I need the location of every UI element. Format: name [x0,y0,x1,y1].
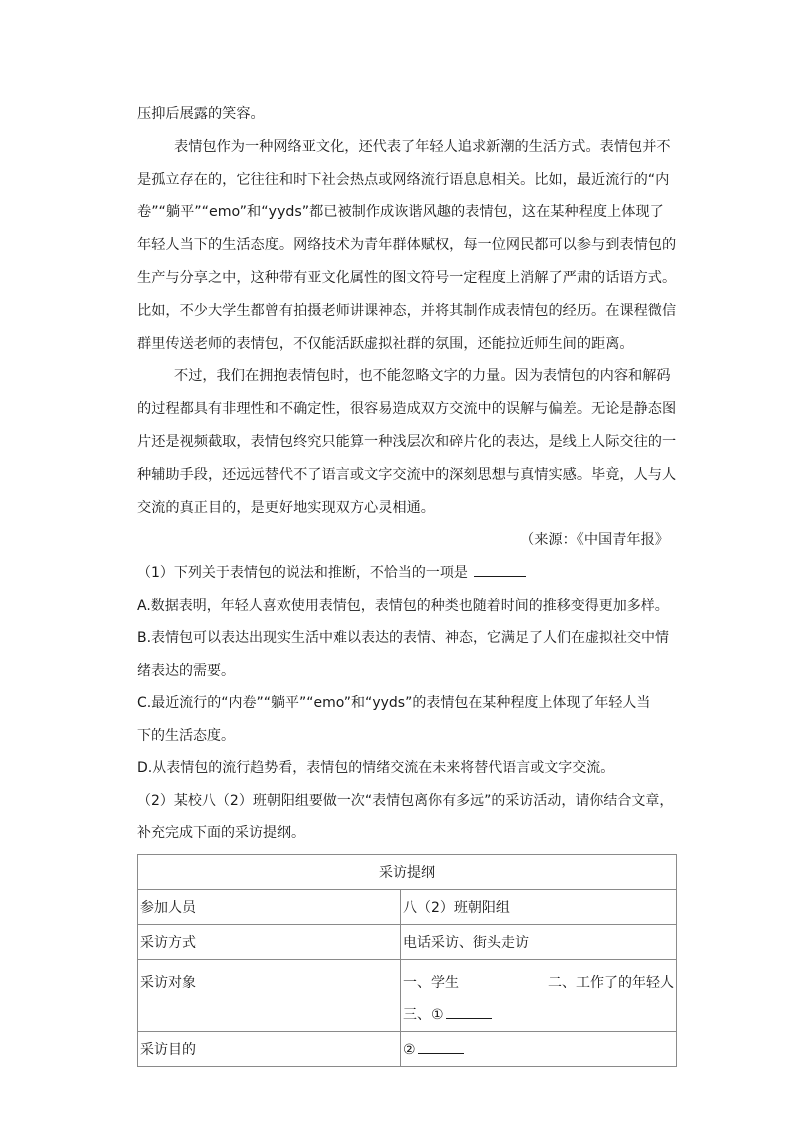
method-value: 电话采访、街头走访 [401,924,677,959]
table-row [138,889,677,924]
article-line: 压抑后展露的笑容。 [137,106,265,122]
option-b: B.表情包可以表达出现实生活中难以表达的表情、神态，它满足了人们在虚拟社交中情 [137,630,670,647]
document-page [137,98,677,1067]
option-a: A.数据表明，年轻人喜欢使用表情包，表情包的种类也随着时间的推移变得更加多样。 [137,597,669,614]
article-line: 生产与分享之中，这种带有亚文化属性的图文符号一定程度上消解了严肃的话语方式。 [137,269,677,286]
participants-label: 参加人员 [138,889,401,924]
answer-blank-2[interactable] [418,1039,464,1054]
purpose-value [401,1031,677,1066]
purpose-marker: ② [403,1042,416,1059]
option-d: D.从表情包的流行趋势看，表情包的情绪交流在未来将替代语言或文字交流。 [137,760,615,777]
article-line: 比如，不少大学生都曾有拍摄老师讲课神态，并将其制作成表情包的经历。在课程微信 [137,302,677,319]
method-label: 采访方式 [138,924,401,959]
article-line: 种辅助手段，还远远替代不了语言或文字交流中的深刻思想与真情实感。毕竟，人与人 [137,466,677,483]
participants-value: 八（2）班朝阳组 [401,889,677,924]
target-item-3: 三、① [403,1006,444,1023]
target-item-2: 二、工作了的年轻人 [548,974,674,991]
table-row [138,924,677,959]
target-item-1: 一、学生 [403,974,459,991]
question-2 [137,785,677,850]
question-1 [137,557,677,785]
article-source: （来源：《中国青年报》 [520,532,669,549]
answer-blank[interactable] [474,562,526,577]
question-1-stem [137,557,677,590]
question-1-stem-text: （1）下列关于表情包的说法和推断，不恰当的一项是 [137,565,468,582]
article-line: 表情包作为一种网络亚文化，还代表了年轻人追求新潮的生活方式。表情包并不 [174,138,671,155]
targets-line-2 [403,999,674,1031]
table-row [138,1031,677,1066]
targets-label-text: 采访对象 [140,974,196,991]
table-row [138,959,677,1031]
interview-outline-table [137,854,677,1067]
table-title: 采访提纲 [138,854,677,889]
article-line: 年轻人当下的生活态度。网络技术为青年群体赋权，每一位网民都可以参与到表情包的 [137,237,677,254]
targets-label [138,959,401,1031]
article-line: 的过程都具有非理性和不确定性，很容易造成双方交流中的误解与偏差。无论是静态图 [137,401,677,418]
article-line: 交流的真正目的，是更好地实现双方心灵相通。 [137,499,435,516]
table-row [138,854,677,889]
targets-line-1 [403,967,674,999]
answer-blank-1[interactable] [446,1004,492,1019]
purpose-label: 采访目的 [138,1031,401,1066]
question-2-stem-continued: 补充完成下面的采访提纲。 [137,825,305,842]
article-line: 卷”“躺平”“emo”和“yyds”都已被制作成诙谐风趣的表情包，这在某种程度上体现了 [137,204,664,221]
targets-value [401,959,677,1031]
option-c-continued: 下的生活态度。 [137,727,235,744]
option-c: C.最近流行的“内卷”“躺平”“emo”和“yyds”的表情包在某种程度上体现了年轻人当 [137,695,651,712]
option-b-continued: 绪表达的需要。 [137,662,235,679]
article-body [137,98,677,557]
article-line: 是孤立存在的，它往往和时下社会热点或网络流行语息息相关。比如，最近流行的“内 [137,171,670,188]
article-line: 片还是视频截取，表情包终究只能算一种浅层次和碎片化的表达，是线上人际交往的一 [137,433,677,450]
article-line: 群里传送老师的表情包，不仅能活跃虚拟社群的氛围，还能拉近师生间的距离。 [137,335,634,352]
article-line: 不过，我们在拥抱表情包时，也不能忽略文字的力量。因为表情包的内容和解码 [174,368,671,385]
question-2-stem: （2）某校八（2）班朝阳组要做一次“表情包离你有多远”的采访活动，请你结合文章， [137,792,674,809]
